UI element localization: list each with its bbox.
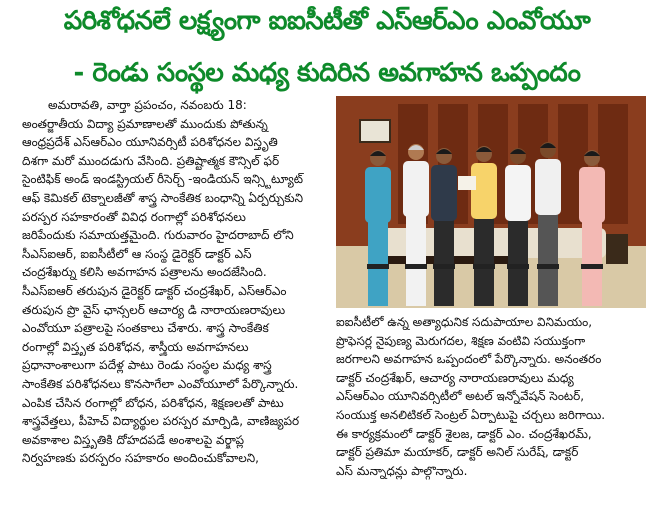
article-line: సైంటిఫిక్ అండ్ ఇండస్ట్రియల్ రీసెర్చ్ -ఇండియన్ ఇన్స్టిట్యూట్ — [22, 172, 304, 187]
headline-line-1: పరిశోధనలే లక్ష్యంగా ఐఐసీటీతో ఎస్ఆర్ఎం ఎంవోయూ — [63, 6, 591, 36]
photo-person — [365, 150, 391, 306]
photo-person — [505, 148, 531, 306]
news-photo — [336, 96, 646, 308]
article-line: సాంకేతిక పరిశోధనలు కొనసాగేలా ఎంవోయూలో పేర్కొన్నారు. — [22, 376, 299, 391]
article-line: సీఎస్ఐఆర్, ఐఐసీటీలో ఆ సంస్థ డైరెక్టర్ డాక్టర్ ఎస్ — [22, 246, 252, 261]
article-line: రంగాల్లో విస్తృత పరిశోధన, శాస్త్రీయ అవగాహనలు — [22, 339, 249, 354]
photo-plant-pot — [606, 234, 628, 264]
article-line: నిర్వహణకు పరస్పరం సహకారం అందించుకోవాలని, — [22, 451, 259, 466]
article-line: ఆంధ్రప్రదేశ్ ఎస్ఆర్ఎం యూనివర్సిటీ పరిశోధనల విస్తృతి — [22, 135, 278, 150]
article-line: దిశగా మరో ముందడుగు వేసింది. ప్రతిష్టాత్మక కౌన్సిల్ ఫర్ — [22, 153, 280, 168]
article-line: ప్రధానాంశాలుగా పదేళ్ల పాటు రెండు సంస్థల మధ్య శాస్త్ర — [22, 358, 272, 373]
article-line: శాస్త్రవేత్తలు, పీహెచ్ విద్యార్థుల పరస్పర మార్పిడి, వాణిజ్యపర — [22, 414, 300, 429]
article-line: ఈ కార్యక్రమంలో డాక్టర్ శైలజ, డాక్టర్ ఎం. చంద్రశేఖరమ్, — [336, 426, 592, 441]
article-line: ఆఫ్ కెమికల్ టెక్నాలజీతో శాస్త్ర సాంకేతిక బంధాన్ని ఏర్పర్చుకుని — [22, 190, 304, 205]
article-line: ఐఐసీటీలో ఉన్న అత్యాధునిక సదుపాయాల వినిమయం, — [336, 315, 593, 329]
photo-person — [471, 146, 497, 306]
headline-line-2: - రెండు సంస్థల మధ్య కుదిరిన అవగాహన ఒప్పందం — [73, 58, 581, 88]
photo-mou-document — [458, 176, 476, 190]
article-right-column — [336, 313, 648, 480]
article-line: ఎంవోయూ పత్రాలపై సంతకాలు చేశారు. శాస్త్ర సాంకేతిక — [22, 321, 269, 336]
article-line: సీఎస్ఐఆర్ తరుపున డైరెక్టర్ డాక్టర్ చంద్రశేఖర్, ఎస్ఆర్ఎం — [22, 283, 287, 298]
article-dateline: అమరావతి, వార్తా ప్రపంచం, నవంబరు 18: — [48, 98, 247, 112]
article-line: ఎస్ మన్నాధన్లు పాల్గొన్నారు. — [336, 463, 468, 478]
article-line: ప్రొఫెసర్ల నైపుణ్య మెరుగదల, శిక్షణ వంటివి సయుక్తంగా — [336, 333, 586, 348]
photo-painting — [360, 120, 390, 142]
article-line: జరిపేందుకు సమాయత్తమైంది. గురువారం హైదరాబాద్ లోని — [22, 228, 294, 243]
article-line: అవకాశాల విస్తృతికి దోహదపడే అంశాలపై వర్క్షాప్ల — [22, 432, 244, 447]
article-line: సంయుక్త అనలిటికల్ సెంట్రల్ ఏర్పాటుపై చర్చలు జరిగాయి. — [336, 407, 606, 422]
article-line: డాక్టర్ చంద్రశేఖర్, ఆచార్య నారాయణరావులు మధ్య — [336, 370, 574, 385]
news-photo-illustration — [336, 96, 646, 308]
article-line: ఎంపిక చేసిన రంగాల్లో బోధన, పరిశోధన, శిక్షణలతో పాటు — [22, 395, 284, 410]
article-line: అంతర్జాతీయ విద్యా ప్రమాణాలతో ముందుకు పోతున్న — [22, 116, 268, 131]
article-left-column — [22, 96, 326, 468]
photo-person — [403, 144, 429, 306]
article-line: డాక్టర్ ప్రతిమా మయాకర్, డాక్టర్ అనిల్ సురేష్, డాక్టర్ — [336, 445, 579, 460]
photo-person — [431, 148, 457, 306]
article-line: తరుపున ప్రొ వైస్ ఛాన్సలర్ ఆచార్య డి నారాయణరావులు — [22, 302, 286, 317]
photo-person — [579, 150, 605, 306]
article-line: చంద్రశేఖర్ను కలిసి అవగాహన పత్రాలను అందజేసింది. — [22, 265, 267, 280]
article-line: పరస్పర సహకారంతో వివిధ రంగాల్లో పరిశోధనలు — [22, 209, 246, 224]
photo-person — [535, 142, 561, 306]
article-line: జరగాలని అవగాహన ఒప్పందంలో పేర్కొన్నారు. అనంతరం — [336, 352, 602, 367]
article-line: ఎస్ఆర్ఎం యూనివర్సిటీలో అటల్ ఇన్నోవేషన్ సెంటర్, — [336, 389, 585, 404]
